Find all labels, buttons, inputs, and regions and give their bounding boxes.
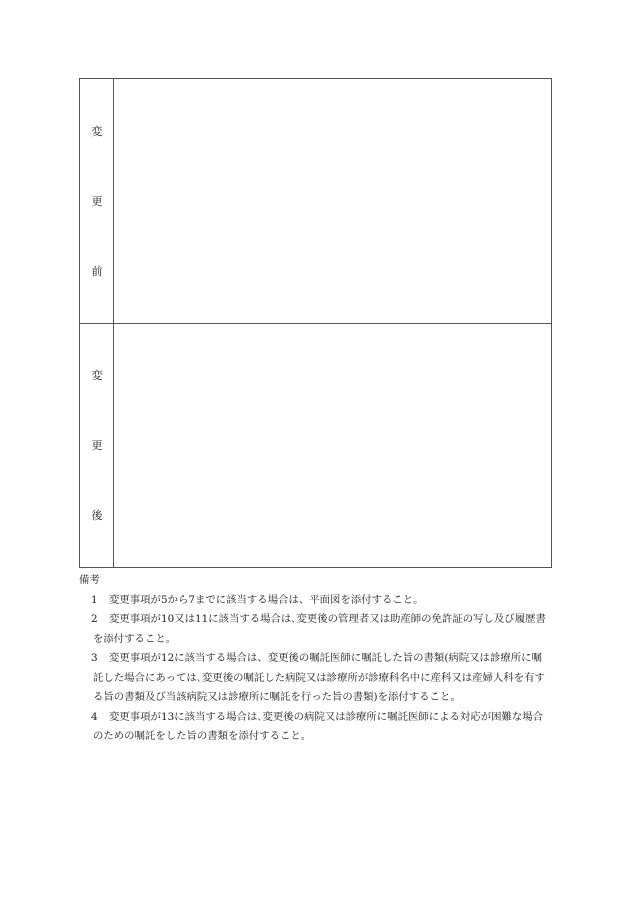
before-change-content[interactable]: [114, 79, 551, 323]
note-number: 2: [91, 613, 98, 625]
note-item: [79, 591, 551, 611]
note-item: [79, 649, 551, 708]
note-number: 3: [91, 652, 98, 664]
note-text: 変更事項が12に該当する場合は、変更後の嘱託医師に嘱託した旨の書類(病院又は診療所に嘱託した場合にあっては､変更後の嘱託した病院又は診療所が診療科名中に産科又は産婦人科を有する旨の書類及び当該病院又は診療所に嘱託を行った旨の書類)を添付すること。: [93, 652, 545, 703]
after-change-label: [80, 324, 114, 567]
before-change-section: [80, 79, 551, 324]
after-label-char-1: 変: [91, 369, 103, 382]
note-number: 4: [91, 710, 98, 723]
note-number: 1: [91, 593, 98, 606]
note-item: [79, 708, 551, 747]
before-label-char-1: 変: [91, 125, 103, 138]
before-label-char-2: 更: [91, 195, 103, 208]
note-text: 変更事項が10又は11に該当する場合は､変更後の管理者又は助産師の免許証の写し及び履歴書を添付すること。: [93, 613, 546, 645]
before-label-char-3: 前: [91, 265, 103, 278]
after-label-char-2: 更: [91, 439, 103, 452]
notes-section: [79, 571, 551, 747]
after-change-content[interactable]: [114, 324, 551, 567]
note-text: 変更事項が5から7までに該当する場合は、平面図を添付すること。: [109, 593, 424, 606]
note-text: 変更事項が13に該当する場合は､変更後の病院又は診療所に嘱託医師による対応が困難な場合のための嘱託をした旨の書類を添付すること。: [93, 710, 544, 742]
note-item: [79, 610, 551, 649]
after-label-char-3: 後: [91, 509, 103, 522]
change-form-table: [79, 78, 552, 568]
after-change-section: [80, 324, 551, 567]
notes-title: 備考: [79, 574, 100, 586]
before-change-label: [80, 79, 114, 323]
